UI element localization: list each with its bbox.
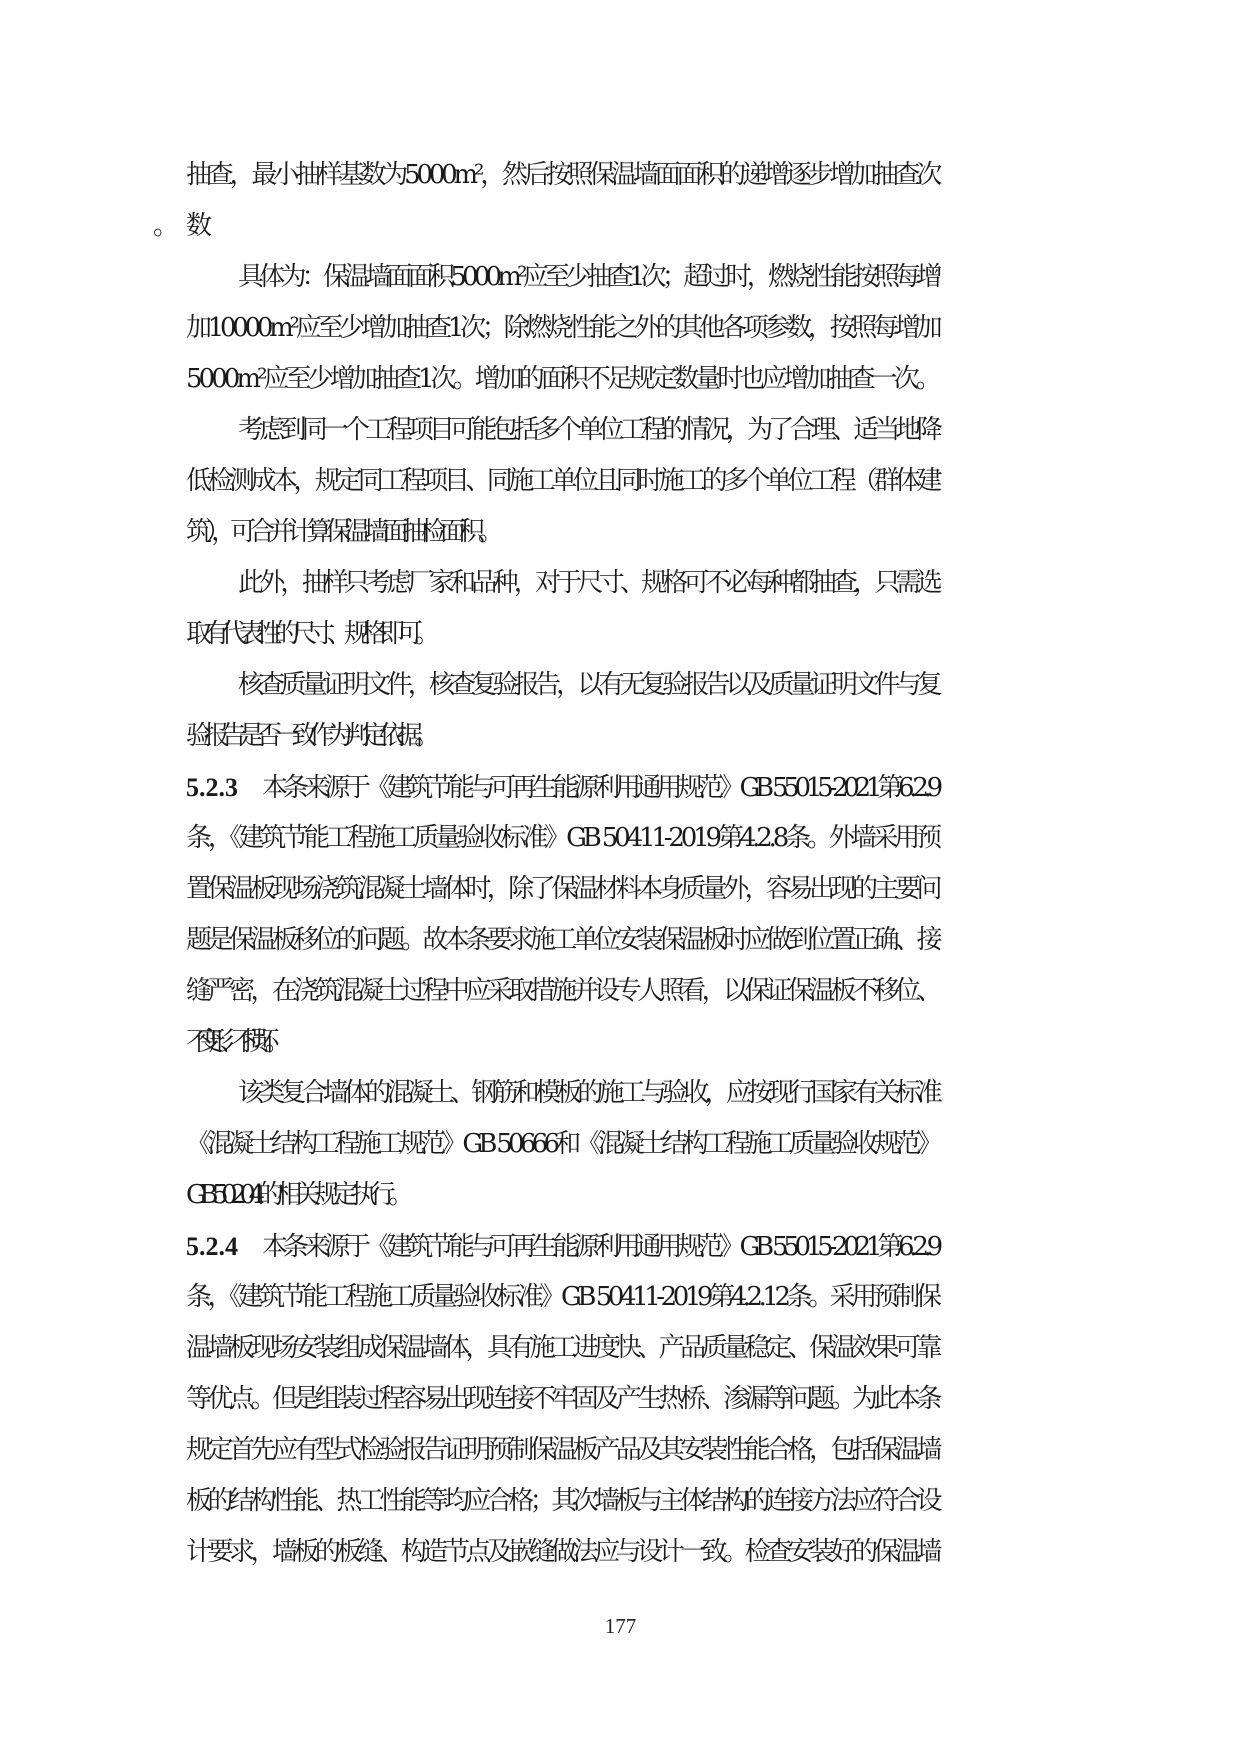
line-text: 置保温板现场浇筑混凝土墙体时，除了保温材料本身质量外，容易出现的主要问 — [186, 874, 939, 904]
line-text: 抽查，最小抽样基数为5000m²，然后按照保温墙面面积的递增逐步增加抽查次 — [186, 160, 939, 190]
text-line — [186, 1527, 1056, 1578]
text-line — [186, 966, 1056, 1017]
text-line — [186, 660, 1056, 711]
text-line — [186, 1425, 1056, 1476]
line-text: 本条来源于《建筑节能与可再生能源利用通用规范》GB 55015-2021第6.2.9 — [262, 1232, 938, 1262]
text-line — [186, 864, 1056, 915]
text-line — [186, 1221, 1056, 1272]
text-line — [186, 1323, 1056, 1374]
text-line — [186, 507, 1056, 558]
section-paragraph-5-2-3 — [186, 762, 1056, 1068]
line-text: 规定首先应有型式检验报告证明预制保温板产品及其安装性能合格，包括保温墙 — [186, 1435, 939, 1465]
text-line — [186, 1068, 1056, 1119]
line-text: 等优点。但是组装过程容易出现连接不牢固及产生热桥、渗漏等问题。为此本条 — [186, 1384, 939, 1414]
text-line — [186, 405, 1056, 456]
line-text: 此外，抽样只考虑厂家和品种，对于尺寸、规格可不必每种都抽查，只需选 — [238, 568, 939, 598]
line-text: 题是保温板移位的问题。故本条要求施工单位安装保温板时应做到位置正确、接 — [186, 925, 939, 955]
line-text: 板的结构性能、热工性能等均应合格；其次墙板与主体结构的连接方法应符合设 — [186, 1486, 939, 1516]
paragraph — [186, 558, 1056, 660]
text-line — [186, 762, 1056, 813]
line-text: 本条来源于《建筑节能与可再生能源利用通用规范》GB 55015-2021第6.2.9 — [262, 773, 938, 803]
text-line — [186, 150, 1056, 201]
paragraph — [186, 150, 1056, 252]
paragraph — [186, 660, 1056, 762]
line-text: 条，《建筑节能工程施工质量验收标准》GB 50411-2019第4.2.8条。外墙采用预 — [186, 823, 938, 853]
section-number: 5.2.3 — [186, 773, 238, 802]
text-line — [186, 201, 1056, 252]
text-line — [186, 1017, 1056, 1068]
line-text: 加10000m²应至少增加抽查1次；除燃烧性能之外的其他各项参数，按照每增加 — [186, 313, 939, 343]
line-text: 温墙板现场安装组成保温墙体，具有施工进度快、产品质量稳定、保温效果可靠 — [186, 1333, 939, 1363]
line-text: 5000m²应至少增加抽查1次。增加的面积不足规定数量时也应增加抽查一次。 — [186, 364, 938, 394]
text-line — [186, 456, 1056, 507]
document-page — [186, 150, 1056, 1578]
line-text: 缝严密，在浇筑混凝土过程中应采取措施并设专人照看，以保证保温板不移位、 — [186, 976, 939, 1006]
line-text: 核查质量证明文件，核查复验报告，以有无复验报告以及质量证明文件与复 — [238, 670, 939, 700]
line-text: 该类复合墙体的混凝土、钢筋和模板的施工与验收，应按现行国家有关标准 — [238, 1078, 939, 1108]
text-line — [186, 354, 1056, 405]
text-line — [186, 1374, 1056, 1425]
line-text: 筑），可合并计算保温墙面抽检面积。 — [186, 517, 498, 547]
line-text: 具体为：保温墙面面积5000m²应至少抽查1次；超过时，燃烧性能按照每增 — [238, 262, 938, 292]
text-line — [186, 1476, 1056, 1527]
line-text: 条，《建筑节能工程施工质量验收标准》GB 50411-2019第4.2.12条。采用预制保 — [186, 1282, 938, 1312]
text-line — [186, 1272, 1056, 1323]
text-line — [186, 915, 1056, 966]
page-number: 177 — [604, 1614, 637, 1638]
section-paragraph-5-2-4 — [186, 1221, 1056, 1578]
text-line — [186, 1119, 1056, 1170]
text-line — [186, 1170, 1056, 1221]
text-line — [186, 711, 1056, 762]
line-text: 低检测成本，规定同工程项目、同施工单位且同时施工的多个单位工程（群体建 — [186, 466, 939, 496]
line-text: 不变形、不损坏。 — [186, 1027, 277, 1057]
section-number: 5.2.4 — [186, 1232, 238, 1261]
text-line — [186, 252, 1056, 303]
line-text: 《混凝土结构工程施工规范》GB 50666和《混凝土结构工程施工质量验收规范》 — [186, 1129, 938, 1159]
text-line — [186, 558, 1056, 609]
line-text: 计要求，墙板的板缝、构造节点及嵌缝做法应与设计一致。检查安装好的保温墙 — [186, 1537, 939, 1567]
line-text: 验报告是否一致作为判定依据。 — [186, 721, 433, 751]
line-text: 考虑到同一个工程项目可能包括多个单位工程的情况，为了合理、适当地降 — [238, 415, 939, 445]
line-text: 取有代表性的尺寸、规格即可。 — [186, 619, 433, 649]
text-line — [186, 609, 1056, 660]
paragraph — [186, 405, 1056, 558]
text-line — [186, 813, 1056, 864]
line-text: GB 50204的相关规定执行。 — [186, 1180, 407, 1210]
paragraph — [186, 1068, 1056, 1221]
text-line — [186, 303, 1056, 354]
paragraph — [186, 252, 1056, 405]
